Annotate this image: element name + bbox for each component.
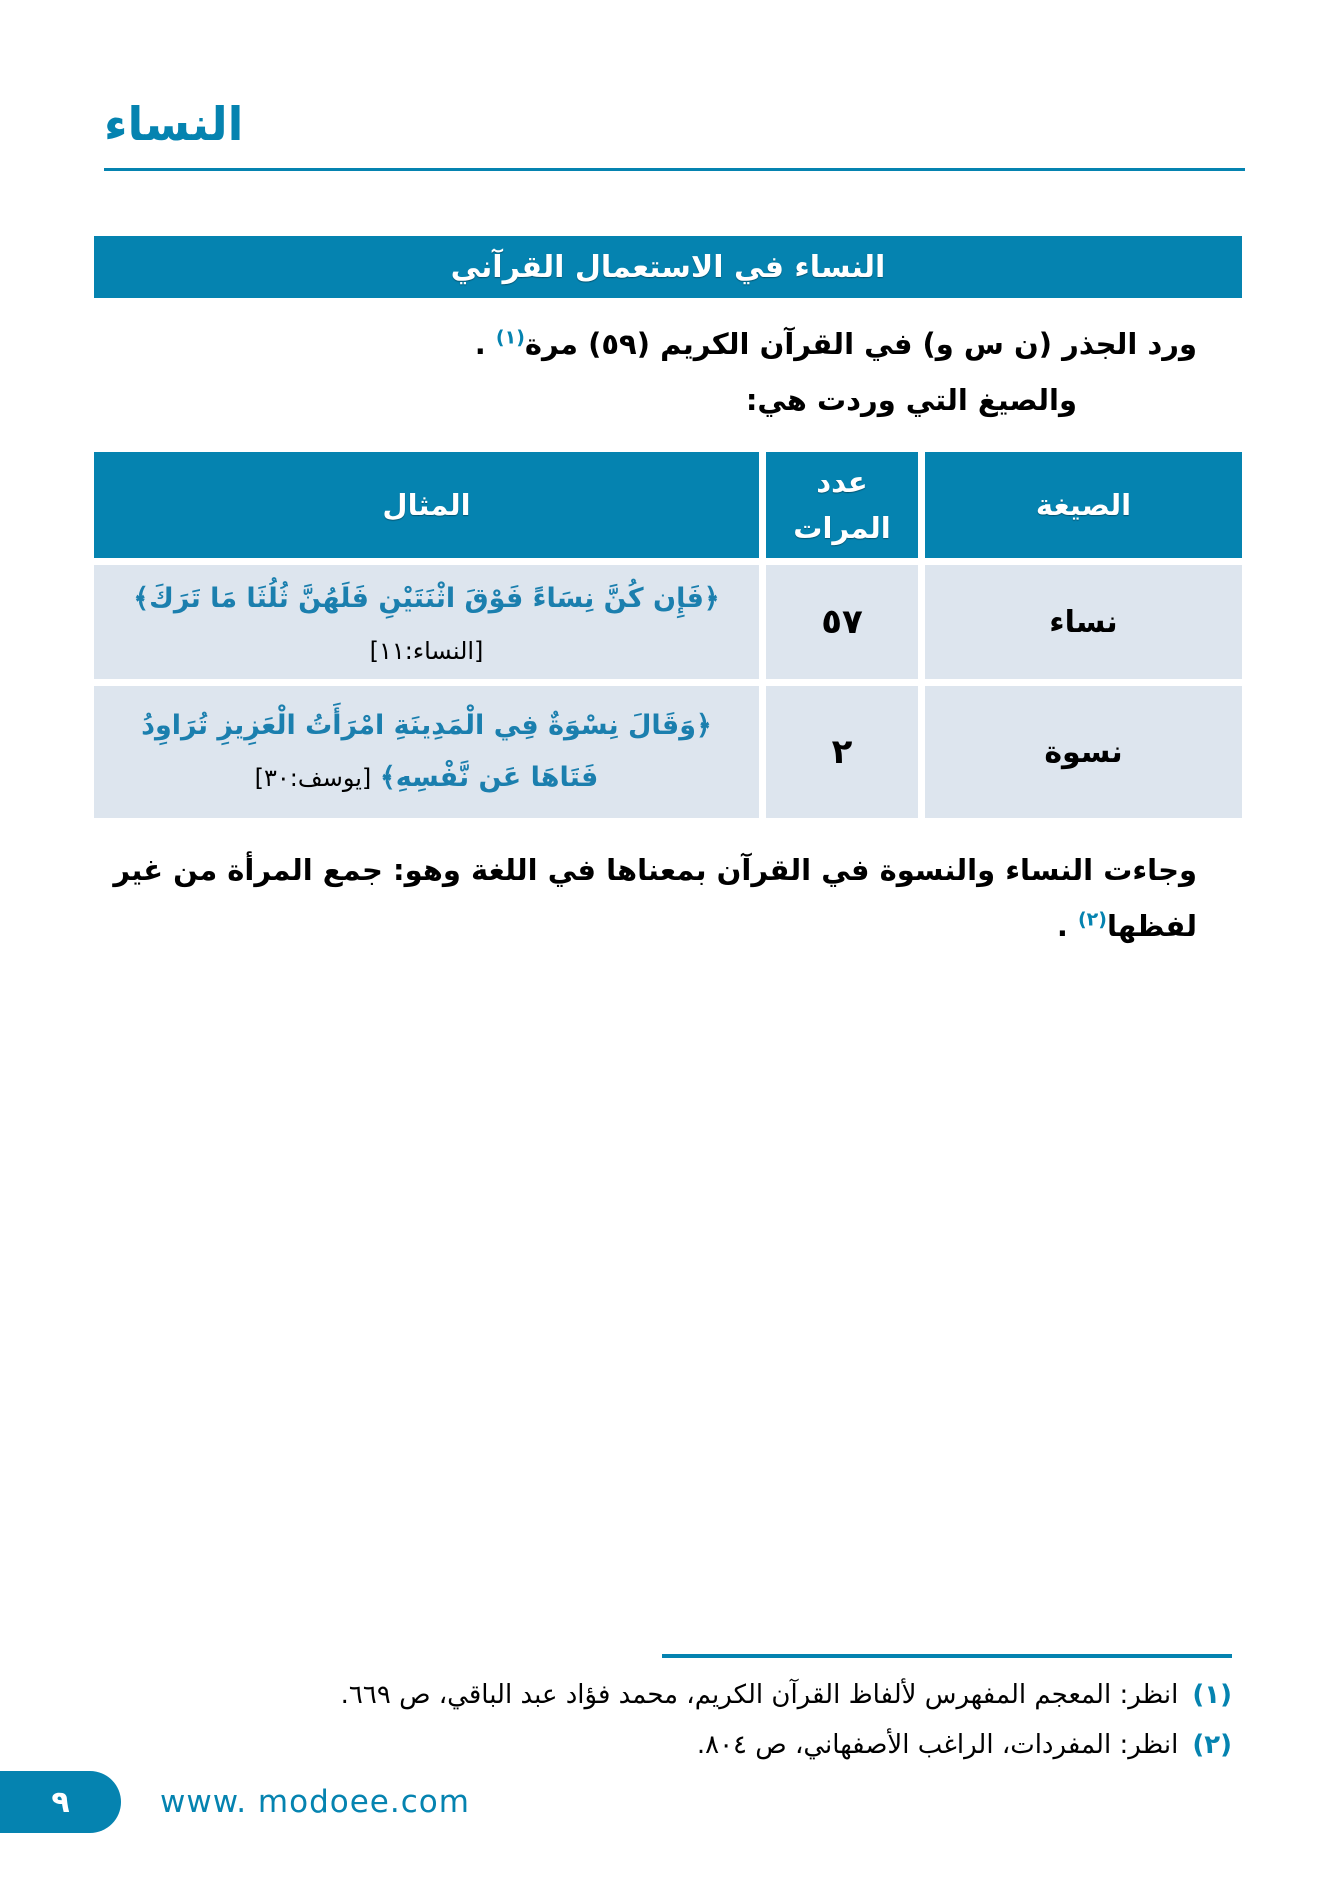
intro-line-1-period: .	[474, 327, 486, 361]
intro-line-2: والصيغ التي وردت هي:	[745, 383, 1077, 417]
footnote-1-number: (١)	[1192, 1680, 1232, 1710]
closing-text: وجاءت النساء والنسوة في القرآن بمعناها في اللغة وهو: جمع المرأة من غير لفظها	[113, 853, 1197, 943]
intro-line-1	[94, 316, 1242, 372]
table-row-2-example	[94, 686, 759, 818]
intro-paragraph	[94, 316, 1242, 428]
footnote-2-number: (٢)	[1192, 1730, 1232, 1760]
table-row-1-example	[94, 565, 759, 679]
footnote-1	[94, 1670, 1232, 1720]
footnotes	[94, 1670, 1232, 1770]
page-title: النساء	[104, 97, 244, 151]
verse-citation-1: [النساء:١١]	[369, 637, 484, 665]
usage-table	[94, 452, 1242, 818]
closing-paragraph	[94, 842, 1242, 954]
table-row-1-count: ٥٧	[766, 565, 918, 679]
intro-line-1-text: ورد الجذر (ن س و) في القرآن الكريم (٥٩) مرة	[524, 327, 1197, 361]
table-row-1-form: نساء	[925, 565, 1242, 679]
footnote-2	[94, 1720, 1232, 1770]
page-title-block	[104, 96, 1245, 171]
table-header-form: الصيغة	[925, 452, 1242, 558]
table-header-example: المثال	[94, 452, 759, 558]
footnote-ref-2: (٢)	[1077, 908, 1107, 931]
verse-citation-2: [يوسف:٣٠]	[254, 764, 372, 792]
footnote-1-text: انظر: المعجم المفهرس لألفاظ القرآن الكريم، محمد فؤاد عبد الباقي، ص ٦٦٩.	[340, 1680, 1179, 1710]
closing-period: .	[1056, 909, 1068, 943]
quran-verse-1: ﴿فَإِن كُنَّ نِسَاءً فَوْقَ اثْنَتَيْنِ فَلَهُنَّ ثُلُثَا مَا تَرَكَ﴾	[133, 583, 720, 614]
website-link[interactable]: www. modoee.com	[160, 1784, 470, 1820]
table-row-2-form: نسوة	[925, 686, 1242, 818]
footnote-2-text: انظر: المفردات، الراغب الأصفهاني، ص ٨٠٤.	[696, 1730, 1179, 1760]
section-banner-text: النساء في الاستعمال القرآني	[450, 249, 886, 285]
footnote-ref-1: (١)	[495, 326, 525, 349]
quran-verse-2: ﴿وَقَالَ نِسْوَةٌ فِي الْمَدِينَةِ امْرَأَتُ الْعَزِيزِ تُرَاوِدُ فَتَاهَا عَن نَّفْسِهِ﴾	[141, 710, 712, 793]
page-number: ٩	[51, 1784, 70, 1820]
page-number-pill	[0, 1771, 121, 1833]
footnote-separator	[662, 1654, 1232, 1658]
table-row-2-count: ٢	[766, 686, 918, 818]
section-banner	[94, 236, 1242, 298]
table-header-count: عدد المرات	[766, 452, 918, 558]
